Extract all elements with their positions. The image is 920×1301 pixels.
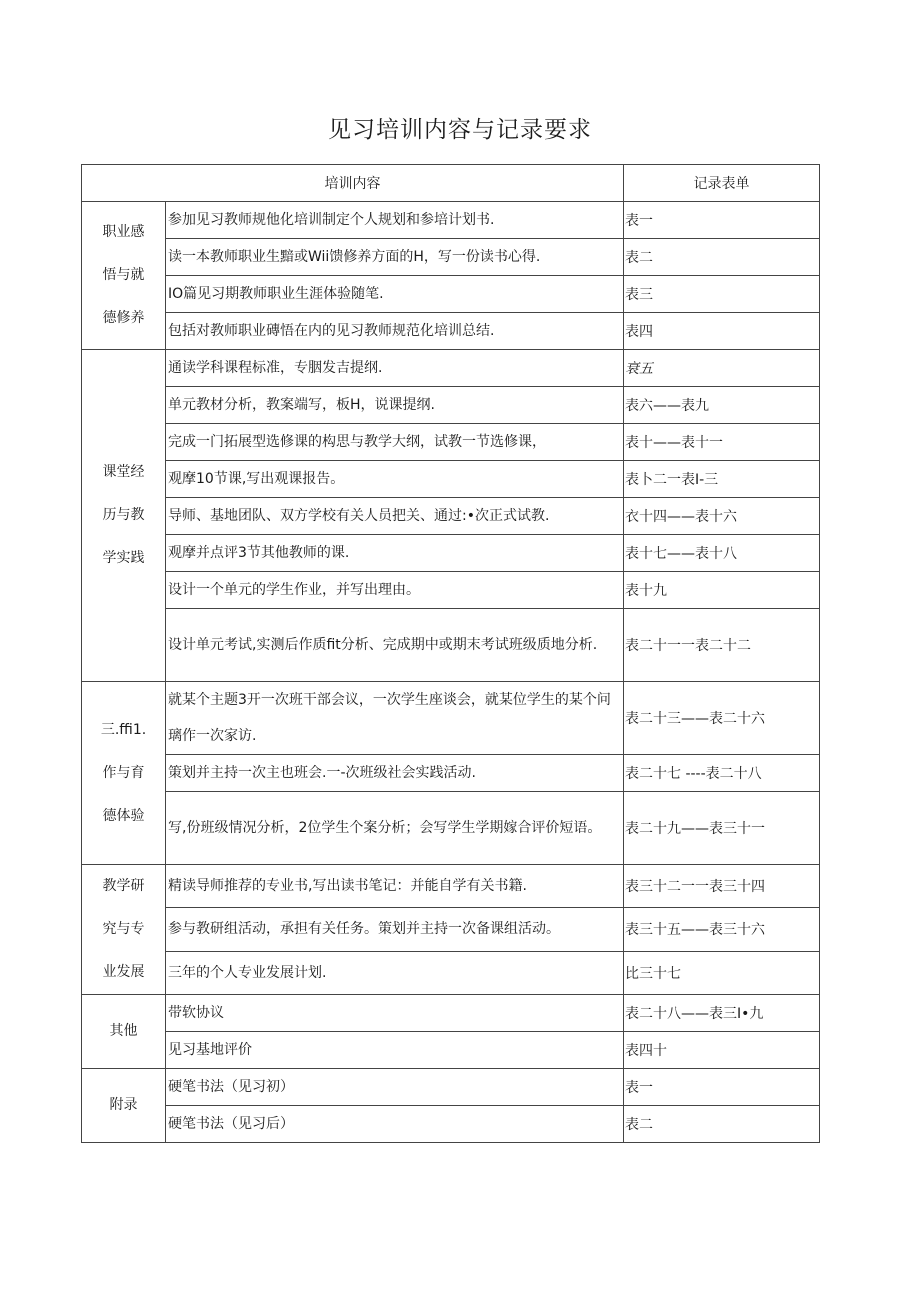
table-row: [82, 1069, 820, 1106]
record-cell: 表四: [624, 313, 820, 350]
content-cell: 包括对教师职业磚悟在内的见习教师规范化培训总结.: [166, 313, 624, 350]
record-cell: 表十九: [624, 572, 820, 609]
content-cell: 完成一门拓展型选修课的构思与教学大纲，试教一节选修课，: [166, 424, 624, 461]
category-cell: 职业感 悟与就 德修养: [82, 202, 166, 350]
table-row: [82, 995, 820, 1032]
table-row: [82, 951, 820, 994]
content-cell: 导师、基地团队、双方学校有关人员把关、通过:•次正式试教.: [166, 498, 624, 535]
table-row: [82, 461, 820, 498]
record-cell: 表三: [624, 276, 820, 313]
content-cell: 观摩并点评3节其他教师的课.: [166, 535, 624, 572]
content-cell: 单元教材分析，教案端写，板H，说课提纲.: [166, 387, 624, 424]
table-row: [82, 498, 820, 535]
table-header-row: [82, 165, 820, 202]
content-cell: 写,份班级情况分析，2位学生个案分析；会写学生学期嫁合评价短语。: [166, 792, 624, 865]
table-row: [82, 1106, 820, 1143]
category-cell: 附录: [82, 1069, 166, 1143]
content-cell: 设计单元考试,实测后作质fit分析、完成期中或期末考试班级质地分析.: [166, 609, 624, 682]
record-cell: 表三十五——表三十六: [624, 908, 820, 951]
record-cell: 比三十七: [624, 951, 820, 994]
content-cell: 参与教研组活动，承担有关任务。策划并主持一次备课组活动。: [166, 908, 624, 951]
content-cell: 硬笔书法（见习后）: [166, 1106, 624, 1143]
header-content: 培训内容: [82, 165, 624, 202]
record-cell: 表十——表十一: [624, 424, 820, 461]
category-cell: 三.ffi1. 作与育 德体验: [82, 682, 166, 865]
table-row: [82, 535, 820, 572]
content-cell: 设计一个单元的学生作业，并写出理由。: [166, 572, 624, 609]
record-cell: 表四十: [624, 1032, 820, 1069]
table-row: [82, 682, 820, 755]
record-cell: 表二: [624, 1106, 820, 1143]
record-cell: 表二: [624, 239, 820, 276]
content-cell: 参加见习教师规他化培训制定个人规划和参培计划书.: [166, 202, 624, 239]
content-cell: 策划并主持一次主也班会.一-次班级社会实践活动.: [166, 755, 624, 792]
record-cell: 表二十七 ----表二十八: [624, 755, 820, 792]
header-record: 记录表单: [624, 165, 820, 202]
content-cell: 精读导师推荐的专业书,写出读书笔记：并能自学有关书籍.: [166, 865, 624, 908]
record-cell: 衣十四——表十六: [624, 498, 820, 535]
content-cell: IO篇见习期教师职业生涯体验随笔.: [166, 276, 624, 313]
training-requirements-table: [81, 164, 820, 1143]
record-cell: 衰五: [624, 350, 820, 387]
page-title: 见习培训内容与记录要求: [328, 117, 592, 144]
content-cell: 硬笔书法（见习初）: [166, 1069, 624, 1106]
record-cell: 表卜二一表I-三: [624, 461, 820, 498]
record-cell: 表一: [624, 1069, 820, 1106]
record-cell: 表三十二一一表三十四: [624, 865, 820, 908]
content-cell: 带软协议: [166, 995, 624, 1032]
record-cell: 表六——表九: [624, 387, 820, 424]
table-row: [82, 755, 820, 792]
table-row: [82, 276, 820, 313]
content-cell: 读一本教师职业生黯或Wii馈修养方面的H，写一份读书心得.: [166, 239, 624, 276]
content-cell: 观摩10节课,写出观课报告。: [166, 461, 624, 498]
table-row: [82, 202, 820, 239]
category-cell: 教学研 究与专 业发展: [82, 865, 166, 995]
record-cell: 表二十一一表二十二: [624, 609, 820, 682]
table-row: [82, 387, 820, 424]
record-cell: 表二十三——表二十六: [624, 682, 820, 755]
content-cell: 见习基地评价: [166, 1032, 624, 1069]
table-row: [82, 609, 820, 682]
category-cell: 其他: [82, 995, 166, 1069]
table-row: [82, 424, 820, 461]
table-row: [82, 313, 820, 350]
table-row: [82, 239, 820, 276]
record-cell: 表十七——表十八: [624, 535, 820, 572]
record-cell: 表二十八——表三I•九: [624, 995, 820, 1032]
category-cell: 课堂经 历与教 学实践: [82, 350, 166, 682]
record-cell: 表一: [624, 202, 820, 239]
content-cell: 三年的个人专业发展计划.: [166, 951, 624, 994]
table-row: [82, 865, 820, 908]
table-row: [82, 792, 820, 865]
table-row: [82, 350, 820, 387]
table-row: [82, 572, 820, 609]
table-row: [82, 1032, 820, 1069]
content-cell: 通读学科课程标准，专胭发吉提纲.: [166, 350, 624, 387]
content-cell: 就某个主题3开一次班干部会议，一次学生座谈会，就某位学生的某个问璃作一次家访.: [166, 682, 624, 755]
table-row: [82, 908, 820, 951]
record-cell: 表二十九——表三十一: [624, 792, 820, 865]
